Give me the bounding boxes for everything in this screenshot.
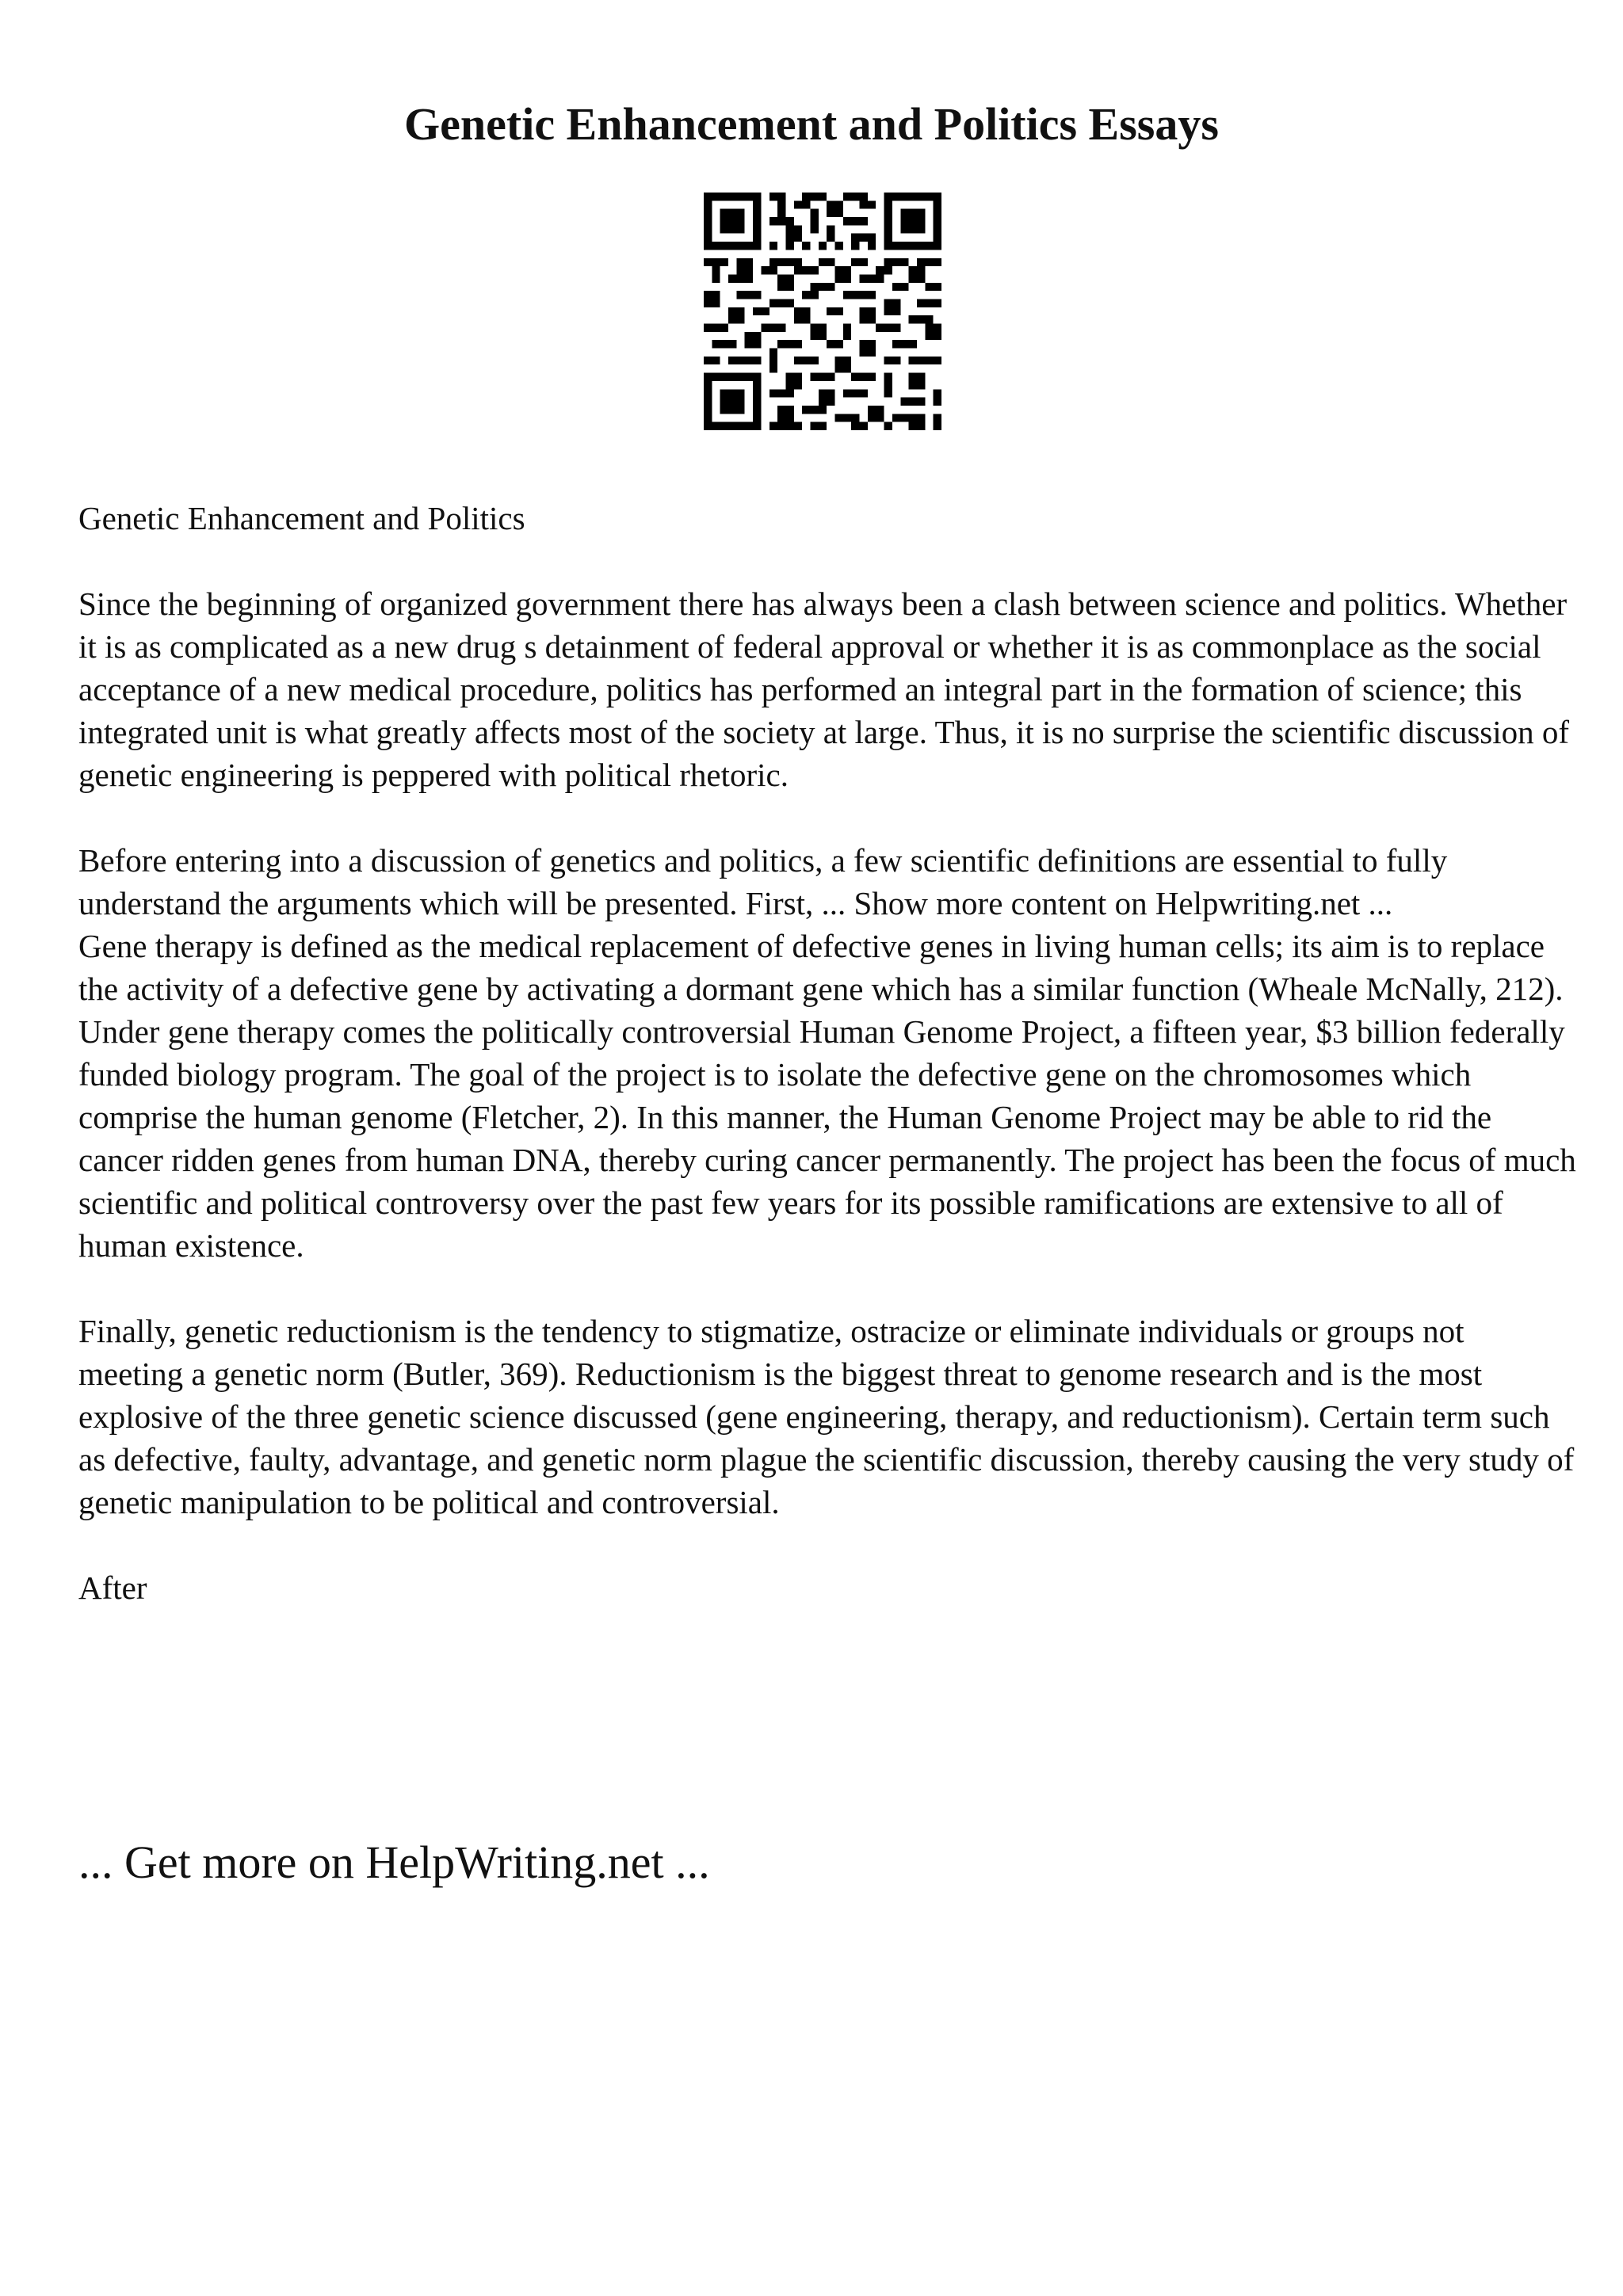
paragraph-intro: Since the beginning of organized government there has always been a clash between science and politics. Whether it is as complicated as a new drug s detainment of federal approval or whether it is as commonplace as the social acceptance of a new medical procedure, politics has performed an integral part in the formation of science; this integrated unit is what greatly affects most of the society at large. Thus, it is no surprise the scientific discussion of genetic engineering is peppered with political rhetoric. [78,585,1570,793]
qr-code-icon [704,193,941,430]
document-body [78,497,1576,1609]
paragraph-after: After [78,1569,147,1606]
document-subheading: Genetic Enhancement and Politics [78,500,525,536]
get-more-link[interactable]: ... Get more on HelpWriting.net ... [78,1836,710,1888]
paragraph-definitions: Before entering into a discussion of genetics and politics, a few scientific definitions are essential to fully understand the arguments which will be presented. First, ... Show more content on Helpwriting.net ... [78,842,1448,921]
paragraph-gene-therapy: Gene therapy is defined as the medical replacement of defective genes in living human cells; its aim is to replace the activity of a defective gene by activating a dormant gene which has a similar function (Wheale McNally, 212). Under gene therapy comes the politically controversial Human Genome Project, a fifteen year, $3 billion federally funded biology program. The goal of the project is to isolate the defective gene on the chromosomes which comprise the human genome (Fletcher, 2). In this manner, the Human Genome Project may be able to rid the cancer ridden genes from human DNA, thereby curing cancer permanently. The project has been the focus of much scientific and political controversy over the past few years for its possible ramifications are extensive to all of human existence. [78,928,1576,1264]
paragraph-reductionism: Finally, genetic reductionism is the tendency to stigmatize, ostracize or eliminate individuals or groups not meeting a genetic norm (Butler, 369). Reductionism is the biggest threat to genome research and is the most explosive of the three genetic science discussed (gene engineering, therapy, and reductionism). Certain term such as defective, faulty, advantage, and genetic norm plague the scientific discussion, thereby causing the very study of genetic manipulation to be political and controversial. [78,1313,1575,1520]
document-title: Genetic Enhancement and Politics Essays [404,98,1219,150]
